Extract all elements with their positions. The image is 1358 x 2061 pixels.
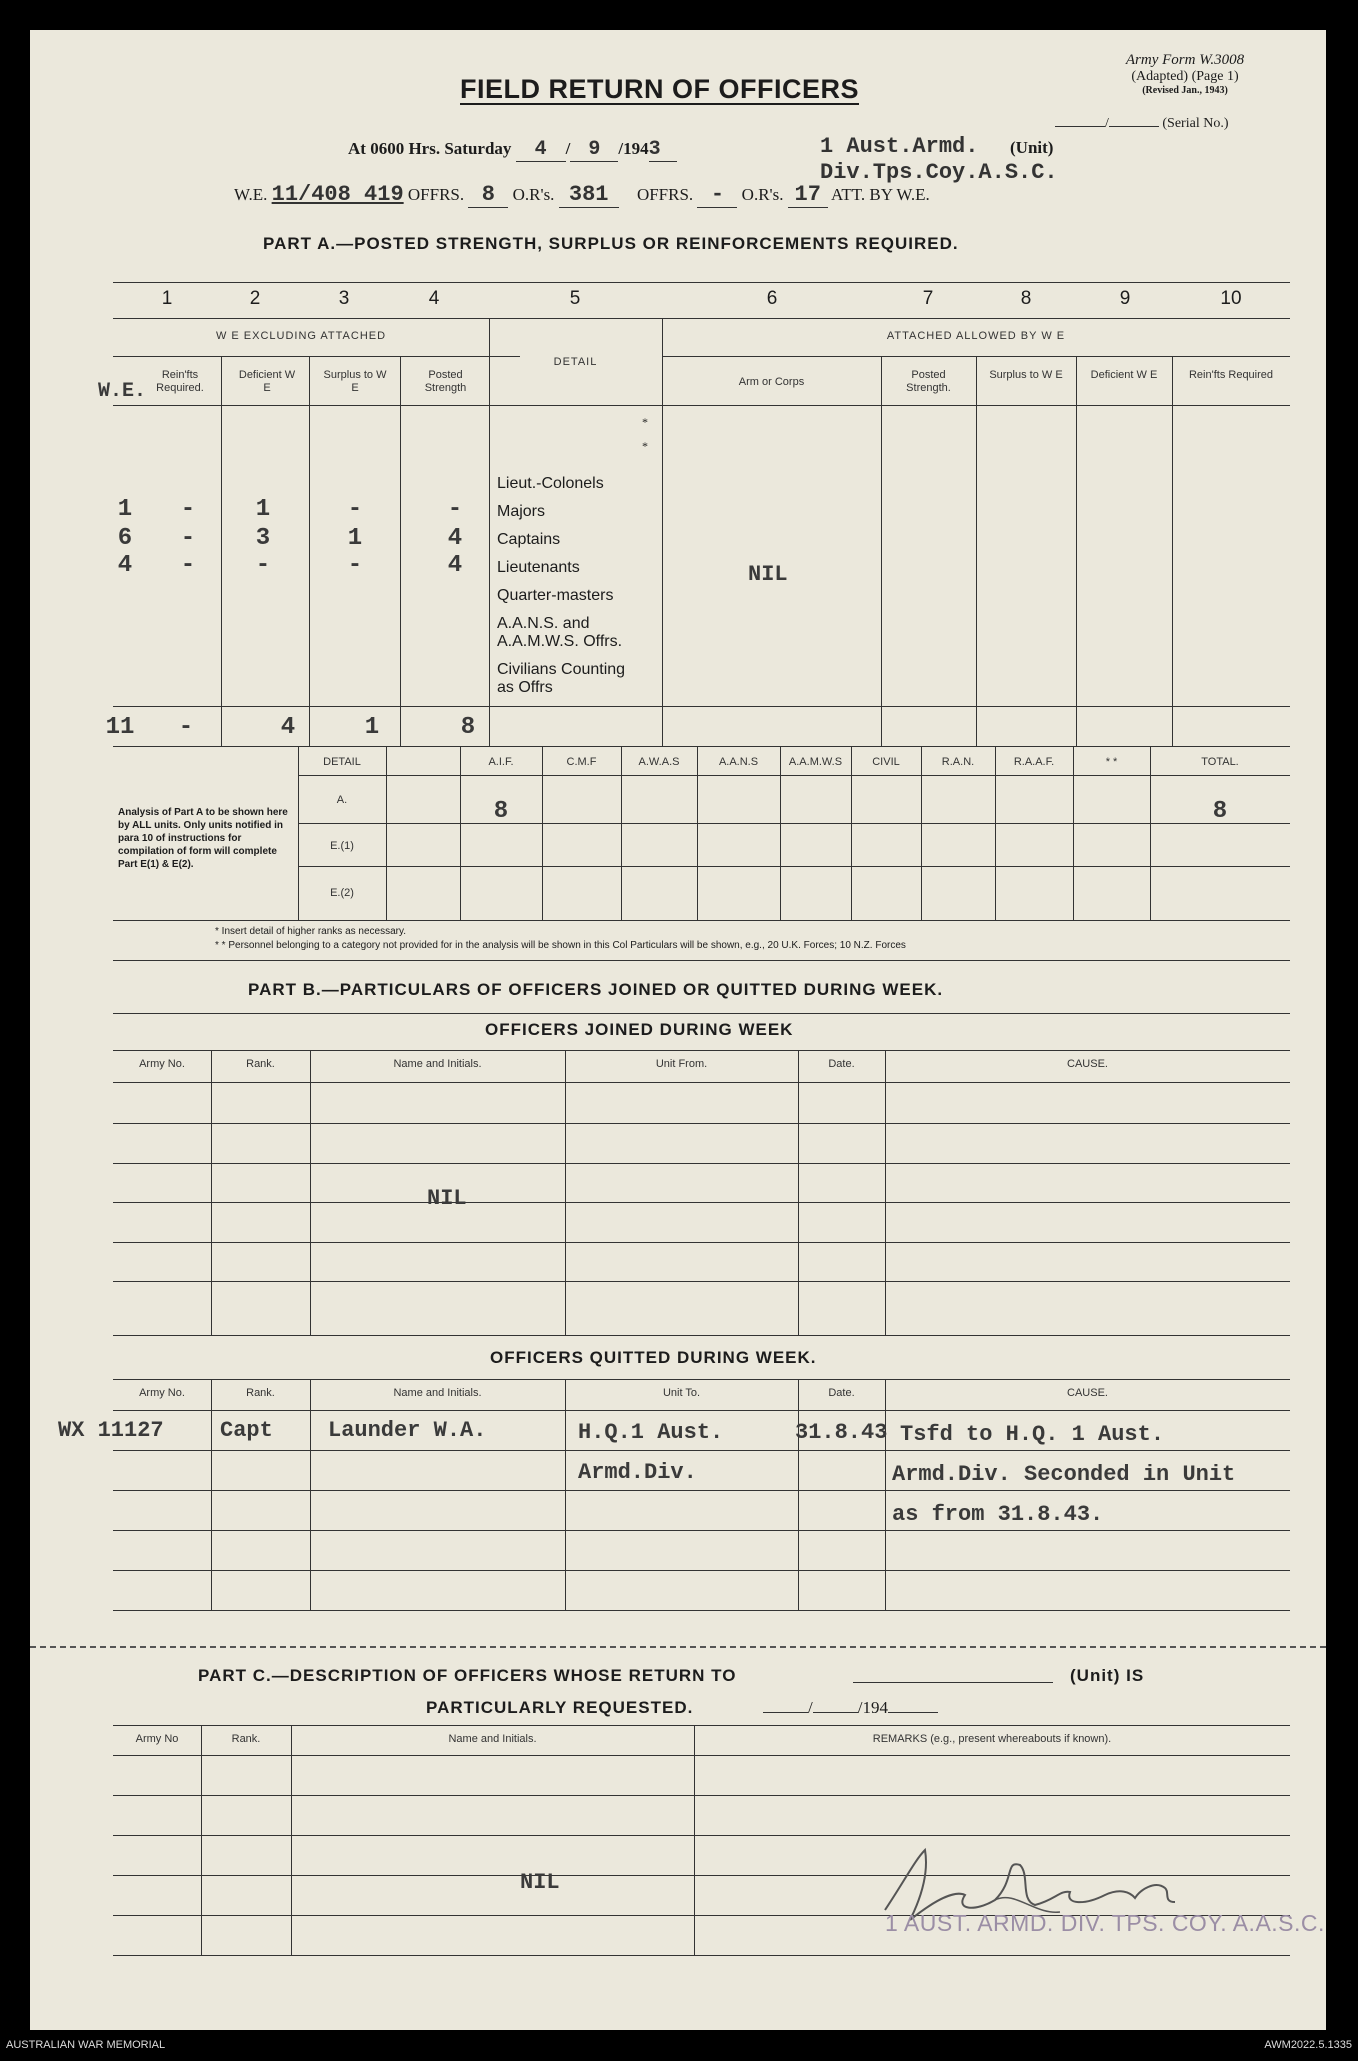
form-title: FIELD RETURN OF OFFICERS <box>460 74 859 104</box>
part-c-unit-line <box>853 1682 1053 1683</box>
ors2-value: 17 <box>788 182 828 208</box>
entry-captains-c1: - <box>180 525 196 552</box>
footnote-2: * * Personnel belonging to a category not provided for in the analysis will be shown in this Col Particulars will be shown, e.g., 20 U.K. Forces; 10 N.Z. Forces <box>215 940 906 951</box>
quitted-cause-3: as from 31.8.43. <box>892 1502 1104 1527</box>
army-form-revised: (Revised Jan., 1943) <box>1142 85 1228 96</box>
analysis-header: R.A.N. <box>941 756 975 768</box>
entry-majors-c4: - <box>447 496 463 523</box>
part-c-header: Rank. <box>231 1733 261 1745</box>
year-digit: 3 <box>649 138 677 162</box>
quitted-header: CAUSE. <box>1067 1387 1108 1399</box>
ors-label: O.R's. <box>512 185 555 204</box>
part-c-title-2: PARTICULARLY REQUESTED. <box>426 1698 694 1717</box>
col-number: 8 <box>1020 288 1032 309</box>
we-line <box>234 182 930 208</box>
analysis-row-label: E.(2) <box>330 887 354 899</box>
analysis-total-a: 8 <box>1212 798 1228 825</box>
col-number: 4 <box>428 288 440 309</box>
rank-label: Majors <box>497 503 546 520</box>
quitted-header: Unit To. <box>662 1387 701 1399</box>
total-c4: 8 <box>460 714 476 741</box>
analysis-row-label: A. <box>336 794 348 806</box>
serial-label: (Serial No.) <box>1162 116 1229 131</box>
analysis-header: TOTAL. <box>1201 756 1239 768</box>
footnote-1: * Insert detail of higher ranks as necessary. <box>215 926 407 937</box>
attached-nil: NIL <box>748 562 788 587</box>
analysis-header: * * <box>1105 756 1118 768</box>
quitted-title: OFFICERS QUITTED DURING WEEK. <box>490 1348 817 1367</box>
analysis-header: DETAIL <box>323 756 361 768</box>
army-form-block <box>1070 52 1300 96</box>
joined-header: Date. <box>828 1058 855 1070</box>
ors2-label: O.R's. <box>741 185 784 204</box>
we-label: W.E. <box>234 185 268 204</box>
entry-lieuts-c1: - <box>180 552 196 579</box>
analysis-row-label: E.(1) <box>330 840 354 852</box>
joined-header: CAUSE. <box>1067 1058 1108 1070</box>
col-header: Arm or Corps <box>738 376 805 388</box>
entry-captains-we: 6 <box>117 525 133 552</box>
analysis-note: Analysis of Part A to be shown here by ALL units. Only units notified in para 10 of instructions for compilation of form will complete Part E(1) & E(2). <box>118 807 288 870</box>
part-a-title: PART A.—POSTED STRENGTH, SURPLUS OR REINFORCEMENTS REQUIRED. <box>263 234 959 253</box>
rank-label: Quarter-masters <box>497 587 614 604</box>
part-c-unit-is: (Unit) IS <box>1070 1666 1145 1685</box>
entry-lieuts-c3: - <box>347 552 363 579</box>
col-number: 2 <box>249 288 261 309</box>
fold-line <box>30 1646 1326 1648</box>
quitted-army-no: WX 11127 <box>58 1418 164 1443</box>
analysis-header: A.W.A.S <box>638 756 680 768</box>
total-c2: 4 <box>280 714 296 741</box>
army-form-number: Army Form W.3008 <box>1125 52 1245 68</box>
col-number: 5 <box>569 288 581 309</box>
part-c-header: REMARKS (e.g., present whereabouts if known). <box>872 1733 1112 1745</box>
entry-lieuts-c4: 4 <box>447 552 463 579</box>
col-number: 1 <box>161 288 173 309</box>
unit-line-2: Div.Tps.Coy.A.S.C. <box>820 160 1058 185</box>
footer-right: AWM2022.5.1335 <box>1264 2039 1352 2051</box>
analysis-header: A.A.N.S <box>718 756 759 768</box>
joined-header: Name and Initials. <box>393 1058 482 1070</box>
quitted-cause-2: Armd.Div. Seconded in Unit <box>892 1462 1236 1487</box>
quitted-name: Launder W.A. <box>328 1418 487 1443</box>
year-prefix: 194 <box>623 139 649 158</box>
total-c1: - <box>178 714 194 741</box>
joined-header: Army No. <box>139 1058 185 1070</box>
analysis-header: C.M.F <box>566 756 597 768</box>
army-form-adapted: (Adapted) (Page 1) <box>1131 69 1239 84</box>
joined-nil: NIL <box>427 1186 467 1211</box>
quitted-unit-to-2: Armd.Div. <box>578 1460 697 1485</box>
entry-majors-we: 1 <box>117 496 133 523</box>
entry-captains-c3: 1 <box>347 525 363 552</box>
unit-label: (Unit) <box>1010 138 1054 157</box>
rank-label: A.A.N.S. and A.A.M.W.S. Offrs. <box>497 615 623 650</box>
detail-header: DETAIL <box>553 356 598 368</box>
entry-majors-c2: 1 <box>255 496 271 523</box>
col-header: Rein'fts Required <box>1188 369 1274 381</box>
col-number: 7 <box>922 288 934 309</box>
offrs2-label: OFFRS. <box>636 185 694 204</box>
rank-label: Civilians Counting as Offrs <box>497 661 626 696</box>
col-header: Surplus to W E <box>989 369 1063 381</box>
analysis-aif-a: 8 <box>493 798 509 825</box>
entry-lieuts-c2: - <box>255 552 271 579</box>
quitted-cause-1: Tsfd to H.Q. 1 Aust. <box>900 1422 1165 1447</box>
quitted-header: Rank. <box>246 1387 275 1399</box>
part-c-header: Army No <box>135 1733 179 1745</box>
serial-line: / (Serial No.) <box>1055 116 1228 132</box>
part-c-title-1: PART C.—DESCRIPTION OF OFFICERS WHOSE RETURN TO <box>198 1666 737 1685</box>
col-header: Rein'fts Required. <box>156 369 204 394</box>
analysis-header: A.I.F. <box>488 756 514 768</box>
entry-majors-c3: - <box>347 496 363 523</box>
col-header: Surplus to W E <box>323 369 387 394</box>
col-number: 3 <box>338 288 350 309</box>
analysis-header: A.A.M.W.S <box>788 756 843 768</box>
col-number: 10 <box>1220 288 1242 309</box>
quitted-header: Army No. <box>139 1387 185 1399</box>
rank-label: Lieutenants <box>497 559 580 576</box>
we-value: 11/408 419 <box>271 182 404 207</box>
entry-majors-c1: - <box>180 496 196 523</box>
quitted-header: Date. <box>828 1387 855 1399</box>
part-c-header: Name and Initials. <box>448 1733 537 1745</box>
group-header-right: ATTACHED ALLOWED BY W E <box>886 330 1066 342</box>
day-field: 4 <box>516 138 566 162</box>
entry-lieuts-we: 4 <box>117 552 133 579</box>
quitted-unit-to-1: H.Q.1 Aust. <box>578 1420 724 1445</box>
offrs2-value: - <box>697 182 737 208</box>
quitted-header: Name and Initials. <box>393 1387 482 1399</box>
joined-header: Rank. <box>246 1058 275 1070</box>
att-label: ATT. BY W.E. <box>831 185 930 204</box>
analysis-header: CIVIL <box>872 756 900 768</box>
rank-label: Captains <box>497 531 561 548</box>
part-c-nil: NIL <box>520 1870 560 1895</box>
entry-captains-c4: 4 <box>447 525 463 552</box>
part-b-title: PART B.—PARTICULARS OF OFFICERS JOINED OR QUITTED DURING WEEK. <box>248 980 944 999</box>
month-field: 9 <box>570 138 618 162</box>
offrs-value: 8 <box>468 182 508 208</box>
we-mark: W.E. <box>98 380 147 403</box>
unit-stamp: 1 AUST. ARMD. DIV. TPS. COY. A.A.S.C. <box>885 1910 1325 1936</box>
col-number: 9 <box>1119 288 1131 309</box>
footer-left: AUSTRALIAN WAR MEMORIAL <box>6 2039 166 2051</box>
col-header: Deficient W E <box>1090 369 1158 381</box>
part-c-year: /194 <box>857 1698 888 1717</box>
at-line: At 0600 Hrs. Saturday 4 / 9 /1943 <box>348 138 677 162</box>
analysis-header: R.A.A.F. <box>1013 756 1055 768</box>
part-c-date: / /194 <box>763 1698 938 1718</box>
quitted-date: 31.8.43 <box>795 1420 888 1445</box>
asterisk-1: * <box>642 415 648 429</box>
form-page <box>30 30 1326 2030</box>
group-header-left: W E EXCLUDING ATTACHED <box>215 330 387 342</box>
asterisk-2: * <box>642 439 648 453</box>
entry-captains-c2: 3 <box>255 525 271 552</box>
offrs-label: OFFRS. <box>407 185 465 204</box>
quitted-rank: Capt <box>220 1418 273 1443</box>
col-header: Deficient W E <box>238 369 296 394</box>
col-header: Posted Strength. <box>906 369 951 394</box>
joined-title: OFFICERS JOINED DURING WEEK <box>485 1020 794 1039</box>
at-label: At 0600 Hrs. Saturday <box>348 139 512 158</box>
unit-line-1: 1 Aust.Armd. <box>820 134 979 159</box>
rank-label: Lieut.-Colonels <box>497 475 604 492</box>
col-number: 6 <box>766 288 778 309</box>
joined-header: Unit From. <box>655 1058 708 1070</box>
total-c3: 1 <box>364 714 380 741</box>
total-we: 11 <box>105 714 135 741</box>
ors-value: 381 <box>559 182 619 208</box>
col-header: Posted Strength <box>424 369 467 394</box>
